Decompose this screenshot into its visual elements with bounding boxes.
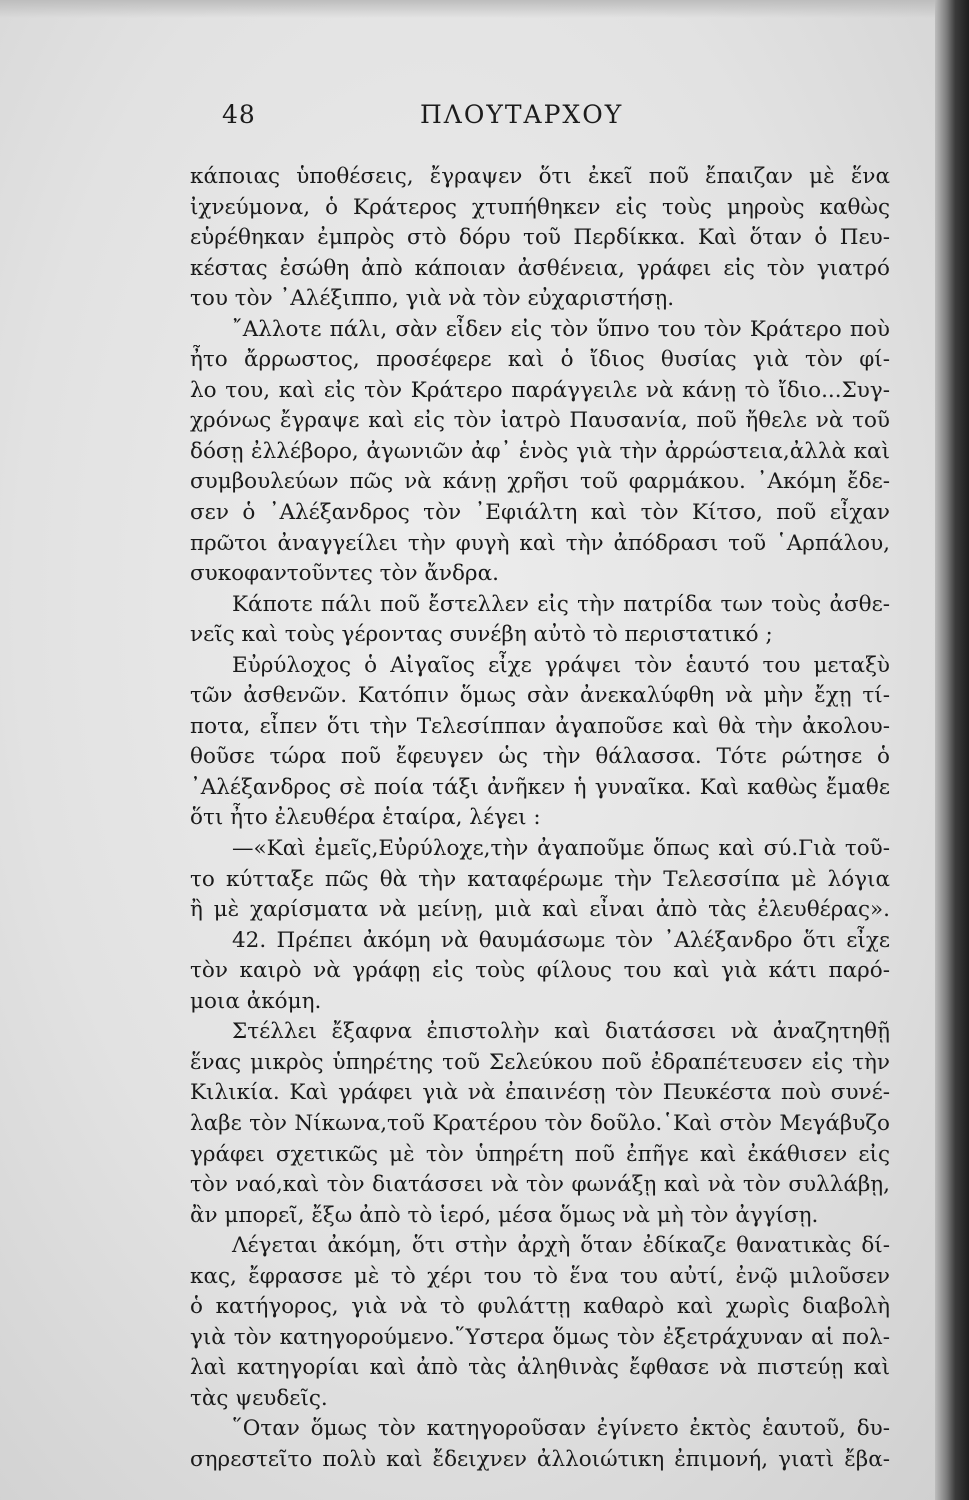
text-line: ῞Οταν ὅμως τὸν κατηγοροῦσαν ἐγίνετο ἐκτὸς ἑαυτοῦ, δυ- bbox=[232, 1416, 890, 1442]
text-line: ῎Αλλοτε πάλι, σὰν εἶδεν εἰς τὸν ὕπνο του τὸν Κράτερο ποὺ bbox=[232, 316, 890, 342]
text-line: κάποιας ὑποθέσεις, ἔγραψεν ὅτι ἐκεῖ ποῦ ἔπαιζαν μὲ ἕνα bbox=[190, 164, 890, 189]
text-line: Λέγεται ἀκόμη, ὅτι στὴν ἀρχὴ ὅταν ἐδίκαζε θανατικὰς δί- bbox=[232, 1233, 890, 1259]
text-line: μοια ἀκόμη. bbox=[190, 988, 322, 1014]
text-line: τὸν καιρὸ νὰ γράφῃ εἰς τοὺς φίλους του καὶ γιὰ κάτι παρό- bbox=[190, 958, 890, 984]
text-line: ἂν μπορεῖ, ἔξω ἀπὸ τὸ ἱερό, μέσα ὅμως νὰ μὴ τὸν ἀγγίσῃ. bbox=[190, 1202, 819, 1228]
page-header bbox=[222, 100, 642, 140]
text-line: του τὸν ᾿Αλέξιππο, γιὰ νὰ τὸν εὐχαριστήσῃ. bbox=[190, 286, 675, 312]
text-line: ᾿Αλέξανδρος σὲ ποία τάξι ἀνῆκεν ἡ γυναῖκα. Καὶ καθὼς ἔμαθε bbox=[190, 774, 890, 800]
text-line: λαβε τὸν Νίκωνα,τοῦ Κρατέρου τὸν δοῦλο.῾Καὶ στὸν Μεγάβυζο bbox=[190, 1110, 890, 1136]
text-line: τὰς ψευδεῖς. bbox=[190, 1385, 328, 1411]
text-line: Κιλικία. Καὶ γράφει γιὰ νὰ ἐπαινέσῃ τὸν Πευκέστα ποὺ συνέ- bbox=[190, 1080, 890, 1106]
text-line: δόσῃ ἐλλέβορο, ἀγωνιῶν ἀφ᾿ ἑνὸς γιὰ τὴν ἀρρώστεια,ἀλλὰ καὶ bbox=[190, 438, 890, 464]
text-line: κας, ἔφρασσε μὲ τὸ χέρι του τὸ ἕνα του αὐτί, ἐνῷ μιλοῦσεν bbox=[190, 1263, 890, 1289]
text-line: συκοφαντοῦντες τὸν ἄνδρα. bbox=[190, 561, 499, 587]
text-line: γράφει σχετικῶς μὲ τὸν ὑπηρέτη ποῦ ἐπῆγε καὶ ἐκάθισεν εἰς bbox=[190, 1141, 890, 1167]
text-line: ἦτο ἄρρωστος, προσέφερε καὶ ὁ ἴδιος θυσίας γιὰ τὸν φί- bbox=[190, 347, 890, 373]
text-line: τὸν ναό,καὶ τὸν διατάσσει νὰ τὸν φωνάξῃ καὶ νὰ τὸν συλλάβῃ, bbox=[190, 1172, 890, 1198]
text-line: ἢ μὲ χαρίσματα νὰ μείνῃ, μιὰ καὶ εἶναι ἀπὸ τὰς ἐλευθέρας». bbox=[190, 897, 890, 923]
text-line: ποτα, εἶπεν ὅτι τὴν Τελεσίππαν ἀγαποῦσε καὶ θὰ τὴν ἀκολου- bbox=[190, 713, 890, 739]
text-line: 42. Πρέπει ἀκόμη νὰ θαυμάσωμε τὸν ᾿Αλέξανδρο ὅτι εἶχε bbox=[232, 927, 890, 953]
text-line: σηρεστεῖτο πολὺ καὶ ἔδειχνεν ἀλλοιώτικη ἐπιμονή, γιατὶ ἔβα- bbox=[190, 1446, 890, 1472]
text-line: εὑρέθηκαν ἐμπρὸς στὸ δόρυ τοῦ Περδίκκα. Καὶ ὅταν ὁ Πευ- bbox=[190, 225, 890, 251]
text-line: λαὶ κατηγορίαι καὶ ἀπὸ τὰς ἀληθινὰς ἔφθασε νὰ πιστεύῃ καὶ bbox=[190, 1355, 890, 1381]
body-text bbox=[190, 162, 890, 1476]
text-line: νεῖς καὶ τοὺς γέροντας συνέβη αὐτὸ τὸ περιστατικό ; bbox=[190, 622, 773, 648]
text-line: χρόνως ἔγραψε καὶ εἰς τὸν ἰατρὸ Παυσανία, ποῦ ἤθελε νὰ τοῦ bbox=[190, 408, 890, 434]
text-line: Στέλλει ἔξαφνα ἐπιστολὴν καὶ διατάσσει νὰ ἀναζητηθῇ bbox=[232, 1019, 890, 1045]
text-line: πρῶτοι ἀναγγείλει τὴν φυγὴ καὶ τὴν ἀπόδρασι τοῦ ῾Αρπάλου, bbox=[190, 530, 890, 556]
page-top-shadow bbox=[0, 0, 969, 18]
text-line: Εὐρύλοχος ὁ Αἰγαῖος εἶχε γράψει τὸν ἑαυτό του μεταξὺ bbox=[232, 652, 890, 678]
text-line: τῶν ἀσθενῶν. Κατόπιν ὅμως σὰν ἀνεκαλύφθη νὰ μὴν ἔχῃ τί- bbox=[190, 683, 890, 709]
text-line: ὅτι ἦτο ἐλευθέρα ἑταίρα, λέγει : bbox=[190, 805, 541, 831]
text-line: γιὰ τὸν κατηγορούμενο.῞Υστερα ὅμως τὸν ἐξετράχυναν αἱ πολ- bbox=[190, 1324, 890, 1350]
text-line: ὁ κατήγορος, γιὰ νὰ τὸ φυλάττῃ καθαρὸ καὶ χωρὶς διαβολὴ bbox=[190, 1294, 890, 1320]
text-line: Κάποτε πάλι ποῦ ἔστελλεν εἰς τὴν πατρίδα των τοὺς ἀσθε- bbox=[232, 591, 890, 617]
text-line: θοῦσε τώρα ποῦ ἔφευγεν ὡς τὴν θάλασσα. Τότε ρώτησε ὁ bbox=[190, 744, 890, 770]
text-line: ἰχνεύμονα, ὁ Κράτερος χτυπήθηκεν εἰς τοὺς μηροὺς καθὼς bbox=[190, 194, 890, 220]
text-line: λο του, καὶ εἰς τὸν Κράτερο παράγγειλε νὰ κάνῃ τὸ ἴδιο...Συγ- bbox=[190, 377, 890, 403]
text-line: ἕνας μικρὸς ὑπηρέτης τοῦ Σελεύκου ποῦ ἐδραπέτευσεν εἰς τὴν bbox=[190, 1049, 890, 1075]
text-line: —«Καὶ ἐμεῖς,Εὐρύλοχε,τὴν ἀγαποῦμε ὅπως καὶ σύ.Γιὰ τοῦ- bbox=[232, 836, 890, 862]
text-line: σεν ὁ ᾿Αλέξανδρος τὸν ᾿Εφιάλτη καὶ τὸν Κίτσο, ποῦ εἶχαν bbox=[190, 500, 890, 526]
running-title: ΠΛΟΥΤΑΡΧΟΥ bbox=[420, 100, 624, 129]
page-number: 48 bbox=[222, 100, 256, 129]
book-spine-edge bbox=[935, 0, 969, 1500]
text-line: κέστας ἐσώθη ἀπὸ κάποιαν ἀσθένεια, γράφει εἰς τὸν γιατρό bbox=[190, 255, 890, 281]
text-line: το κύτταξε πῶς θὰ τὴν καταφέρωμε τὴν Τελεσσίπα μὲ λόγια bbox=[190, 866, 890, 892]
text-line: συμβουλεύων πῶς νὰ κάνῃ χρῆσι τοῦ φαρμάκου. ᾿Ακόμη ἔδε- bbox=[190, 469, 890, 495]
